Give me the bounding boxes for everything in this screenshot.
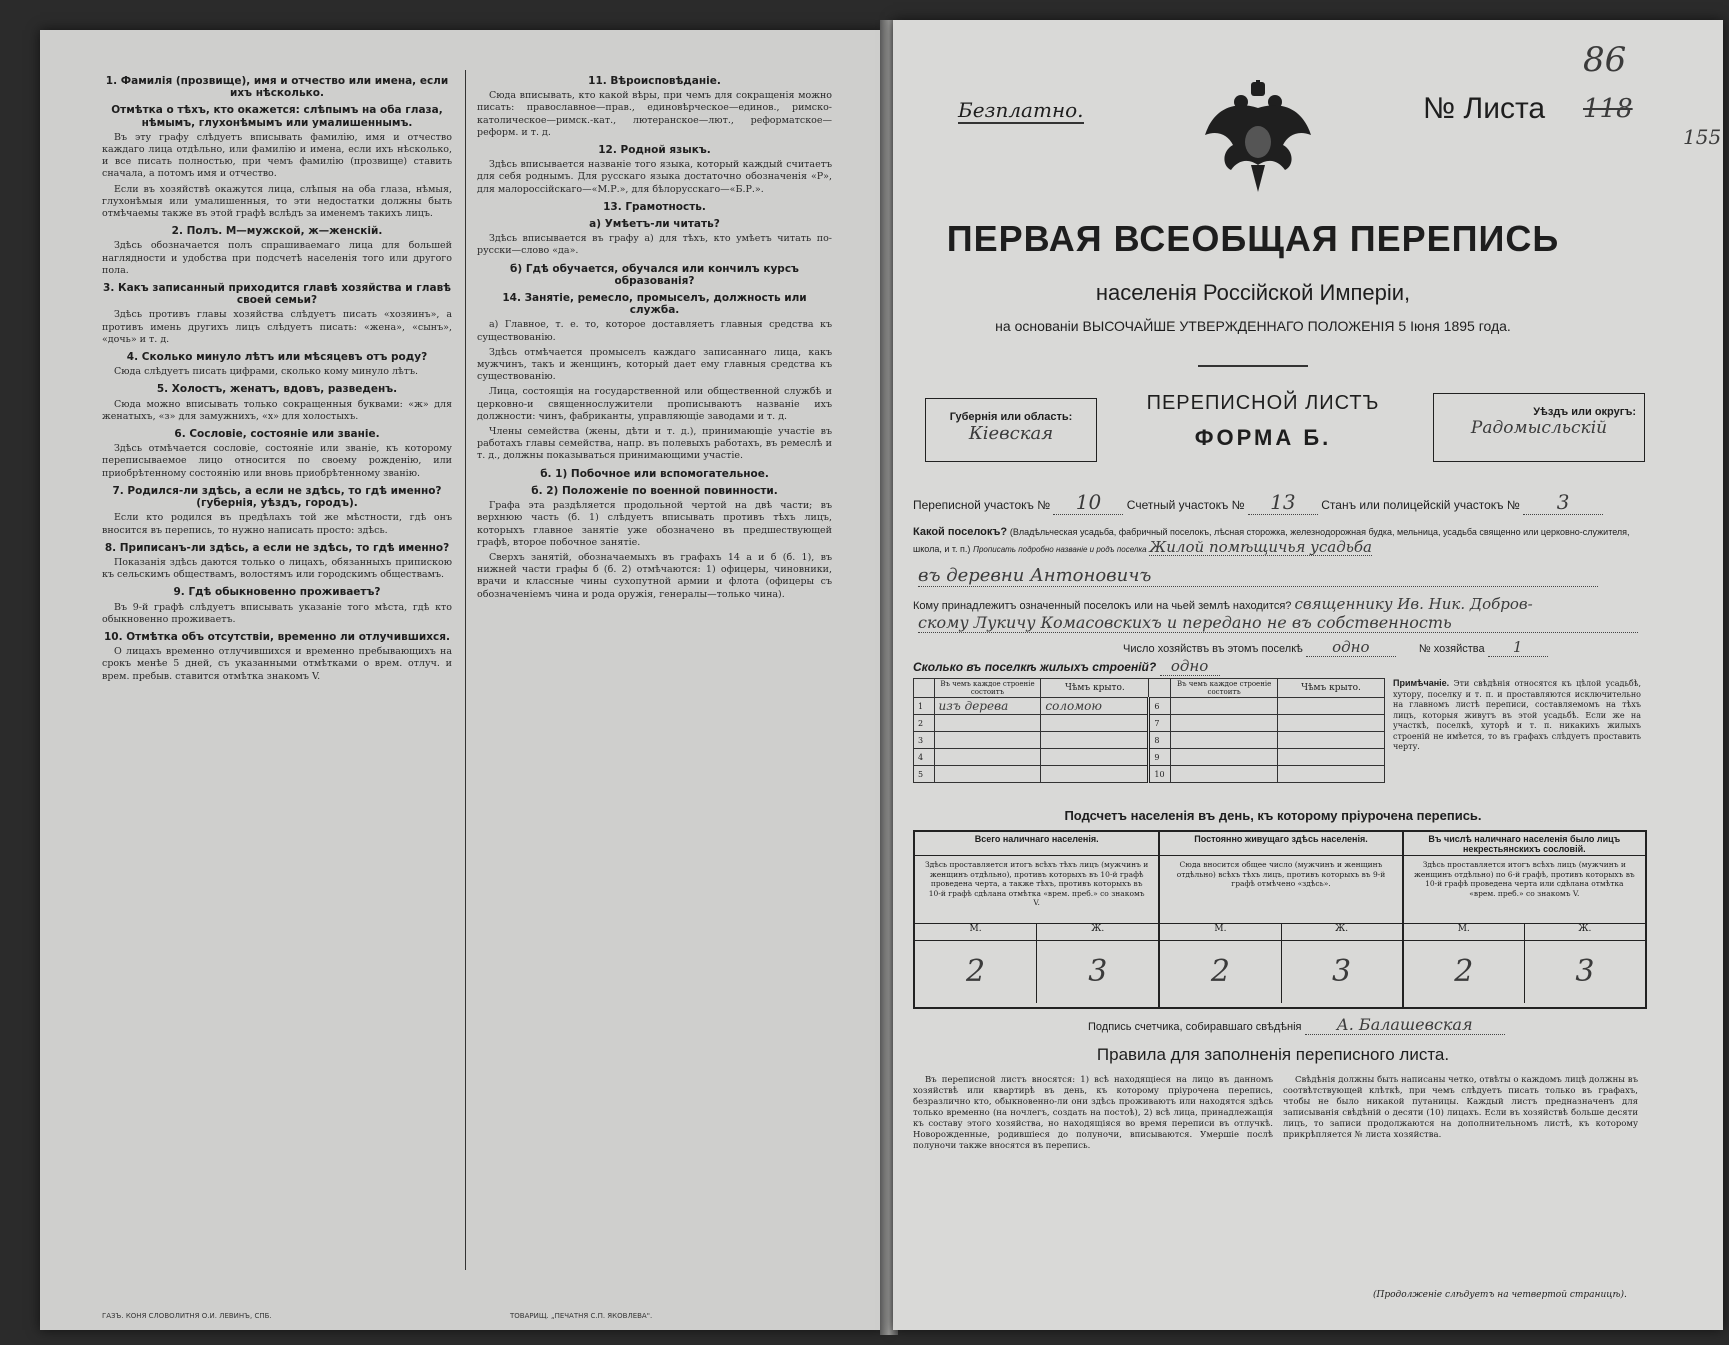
female-count: 3 <box>1281 941 1402 1003</box>
male-header: М. <box>969 924 982 934</box>
instructions-column-2 <box>477 70 832 1270</box>
building-roof <box>1278 766 1385 783</box>
male-header: М. <box>1457 924 1470 934</box>
instruction-paragraph: Члены семейства (жены, дѣти и т. д.), принимающіе участіе въ работахъ главы семейства, напр. въ полевыхъ работахъ, въ ремеслѣ и т. д., должны показываться принимающими участіе. <box>477 426 832 462</box>
building-roof <box>1041 766 1149 783</box>
left-page-instructions <box>40 30 885 1330</box>
building-number: 10 <box>1149 766 1171 783</box>
printer-footer-right: ТОВАРИЩ. „ПЕЧАТНЯ С.П. ЯКОВЛЕВА". <box>510 1312 653 1320</box>
instruction-heading: б. 1) Побочное или вспомогательное. <box>540 467 769 480</box>
settlement-value-2: въ деревни Антоновичъ <box>918 565 1598 587</box>
instruction-heading: 9. Гдѣ обыкновенно проживаетъ? <box>173 586 381 599</box>
buildings-table <box>913 678 1385 783</box>
column-divider <box>465 70 466 1270</box>
households-value: одно <box>1306 638 1396 657</box>
instruction-paragraph: Сверхъ занятій, обозначаемыхъ въ графахъ 14 а и б (б. 1), въ нижней части графы б (б. 2) отмѣчаются: 1) офицеры, чиновники, врачи и классные чины сухопутной армии и флота (офицеры съ обозначеніемъ чина и рода оружія, генералы—только чина). <box>477 551 832 600</box>
count-column <box>915 832 1158 1007</box>
instruction-heading: 4. Сколько минуло лѣтъ или мѣсяцевъ отъ роду? <box>126 351 428 364</box>
right-page-census-form <box>893 20 1723 1330</box>
instruction-paragraph: Лица, состоящія на государственной или общественной службѣ и церковно-и священнослужители прописываютъ названіе ихъ должности: чинъ, фабриканты, управляющіе заводами и т. д. <box>477 386 832 422</box>
table-row <box>914 715 1385 732</box>
bt-what-head: Въ чемъ каждое строеніе состоитъ <box>934 679 1041 698</box>
instruction-heading: 10. Отмѣтка объ отсутствіи, временно ли отлучившихся. <box>104 630 450 643</box>
title-rule <box>1198 365 1308 367</box>
instruction-paragraph: Здѣсь обозначается полъ спрашиваемаго лица для большей наглядности и удобства при подсчетѣ населенія того или другого пола. <box>102 240 452 276</box>
stan-label: Станъ или полицейскій участокъ № <box>1321 498 1520 512</box>
instruction-paragraph: Если въ хозяйствѣ окажутся лица, слѣпыя на оба глаза, нѣмыя, глухонѣмыя или умалишенныя, то эти недостатки должны быть отмѣчаемы также въ этой графѣ вслѣдъ за именемъ такихъ лицъ. <box>102 183 452 220</box>
settlement-hint-2: Прописать подробно названіе и родъ поселка <box>973 545 1147 554</box>
instruction-paragraph: Въ эту графу слѣдуетъ вписывать фамилію, имя и отчество каждаго лица отдѣльно, или фамилію и имена, если ихъ нѣсколько, и все писать полностью, при чемъ фамилію (прозвище) ставить сначала, а потомъ имя и отчество. <box>102 131 452 180</box>
building-number: 5 <box>914 766 935 783</box>
district-row <box>913 490 1633 515</box>
instruction-paragraph: Въ 9-й графѣ слѣдуетъ вписывать указаніе того мѣста, гдѣ кто обыкновенно проживаетъ. <box>102 601 452 625</box>
building-number: 3 <box>914 732 935 749</box>
building-number: 2 <box>914 715 935 732</box>
building-material <box>934 749 1041 766</box>
note-text: Эти свѣдѣнія относятся къ цѣлой усадьбѣ, хутору, поселку и т. п. и проставляются исключительно на главномъ листѣ переписи, составляемомъ на тѣхъ лицъ, которыя живутъ въ этой усадьбѣ. Если же на участкѣ, поселкѣ, хуторѣ и т. п. никакихъ жилыхъ строеній не имѣется, то въ графахъ слѣдуетъ проставить черту. <box>1393 679 1642 751</box>
building-number: 9 <box>1149 749 1171 766</box>
counting-district-value: 13 <box>1248 490 1318 515</box>
sex-header-row <box>1160 924 1401 941</box>
male-count: 2 <box>1454 954 1474 989</box>
instruction-heading: 8. Приписанъ-ли здѣсь, а если не здѣсь, то гдѣ именно? <box>104 541 450 554</box>
instruction-heading: 5. Холостъ, женатъ, вдовъ, разведенъ. <box>156 383 398 396</box>
instruction-heading: 7. Родился-ли здѣсь, а если не здѣсь, то гдѣ именно? (губернія, уѣздъ, городъ). <box>112 484 442 510</box>
building-number: 6 <box>1149 698 1171 715</box>
bt-num-head <box>914 679 935 698</box>
note-block <box>1393 678 1641 753</box>
handwritten-page-number: 86 <box>1583 40 1627 80</box>
sex-header-row <box>915 924 1158 941</box>
instruction-heading: Отмѣтка о тѣхъ, кто окажется: слѣпымъ на оба глаза, нѣмымъ, глухонѣмымъ или умалишеннымъ. <box>111 104 443 129</box>
building-number: 1 <box>914 698 935 715</box>
building-roof: соломою <box>1041 698 1149 715</box>
printer-footer-left: ГАЗЪ. КОНЯ СЛОВОЛИТНЯ О.И. ЛЕВИНЪ, СПБ. <box>102 1312 272 1320</box>
building-number: 8 <box>1149 732 1171 749</box>
bt-num-head-2 <box>1149 679 1171 698</box>
households-label: Число хозяйствъ въ этомъ поселкѣ <box>1123 643 1303 655</box>
instruction-paragraph: Сюда слѣдуетъ писать цифрами, сколько кому минуло лѣтъ. <box>114 366 419 378</box>
instruction-paragraph: О лицахъ временно отлучившихся и временно пребывающихъ на срокъ менѣе 5 дней, съ указанными отмѣтками о врем. отлуч. и врем. пребыв. ставится отмѣтка знакомъ V. <box>102 646 452 682</box>
form-title: ПЕРВАЯ ВСЕОБЩАЯ ПЕРЕПИСЬ <box>946 218 1560 259</box>
female-header: Ж. <box>1524 924 1645 940</box>
uezd-box <box>1433 393 1645 462</box>
building-roof <box>1278 732 1385 749</box>
sheet-number-value: 118 <box>1583 94 1633 124</box>
bt-roof-head: Чѣмъ крыто. <box>1041 679 1149 698</box>
signature-value: А. Балашевская <box>1305 1015 1505 1035</box>
instruction-paragraph: Графа эта раздѣляется продольной чертой на двѣ части; въ верхнюю часть (б. 1) слѣдуетъ вписывать противъ тѣхъ лицъ, которыхъ главное занятіе уже обозначено въ предшествующей графѣ, второе побочное занятіе. <box>477 500 832 548</box>
instruction-heading: 14. Занятіе, ремесло, промыселъ, должность или служба. <box>502 292 807 317</box>
households-row <box>1123 638 1643 657</box>
uezd-label: Уѣздъ или округъ: <box>1533 406 1636 418</box>
count-title: Подсчетъ населенія въ день, къ которому пріурочена перепись. <box>1064 808 1482 823</box>
household-no-value: 1 <box>1488 638 1548 657</box>
instruction-paragraph: Здѣсь вписывается въ графу а) для тѣхъ, кто умѣетъ читать по-русски—слово «да». <box>477 233 832 257</box>
settlement-label: Какой поселокъ? <box>913 526 1008 538</box>
sheet-number-label: № Листа <box>1423 92 1546 125</box>
female-count: 3 <box>1524 941 1645 1003</box>
owner-label: Кому принадлежитъ означенный поселокъ или на чьей землѣ находится? <box>913 600 1292 612</box>
buildings-value: одно <box>1160 657 1220 676</box>
sex-values-row <box>1160 941 1401 1003</box>
sex-values-row <box>915 941 1158 1003</box>
count-column-description: Сюда вносится общее число (мужчинъ и женщинъ отдѣльно) всѣхъ тѣхъ лицъ, противъ которыхъ въ 9-й графѣ отмѣчено «здѣсь». <box>1160 856 1401 924</box>
signature-label: Подпись счетчика, собиравшаго свѣдѣнія <box>1088 1021 1302 1033</box>
settlement-value-1: Жилой помѣщичья усадьба <box>1149 538 1372 556</box>
male-count: 2 <box>1210 954 1230 989</box>
population-count-table <box>913 830 1647 1009</box>
uezd-value: Радомысльскій <box>1470 418 1608 438</box>
instruction-heading: 12. Родной языкъ. <box>598 144 711 157</box>
count-column-heading: Всего наличнаго населенія. <box>915 832 1158 856</box>
census-district-label: Переписной участокъ № <box>913 498 1051 512</box>
count-column <box>1402 832 1645 1007</box>
building-material <box>1171 766 1278 783</box>
instruction-heading: а) Умѣетъ-ли читать? <box>589 218 720 231</box>
building-roof <box>1278 698 1385 715</box>
table-row <box>914 766 1385 783</box>
note-title: Примѣчаніе. <box>1393 678 1450 688</box>
instruction-paragraph: Здѣсь вписывается названіе того языка, который каждый считаетъ для себя роднымъ. Для русскаго языка достаточно обозначенія «Р», для малороссійскаго—«М.Р.», для бѣлорусскаго—«Б.Р.». <box>477 159 832 195</box>
instruction-heading: б) Гдѣ обучается, обучался или кончилъ курсъ образованія? <box>510 262 799 287</box>
building-roof <box>1278 749 1385 766</box>
building-roof <box>1041 749 1149 766</box>
instruction-paragraph: Здѣсь отмѣчается сословіе, состояніе или званіе, къ которому переписываемое лицо относится по своему рожденію, или приобрѣтенному состоянію или вновь приобрѣтенному званію. <box>102 443 452 479</box>
building-material <box>1171 698 1278 715</box>
sex-values-row <box>1404 941 1645 1003</box>
count-column-heading: Въ числѣ наличнаго населенія было лицъ некрестьянскихъ сословій. <box>1404 832 1645 856</box>
imperial-eagle-icon <box>1203 80 1313 195</box>
instruction-paragraph: Если кто родился въ предѣлахъ той же мѣстности, гдѣ онъ вносится въ перепись, то нужно написать просто: здѣсь. <box>102 512 452 536</box>
free-label: Безплатно. <box>958 98 1084 122</box>
building-material <box>934 732 1041 749</box>
table-row <box>914 749 1385 766</box>
building-roof <box>1041 732 1149 749</box>
building-material <box>1171 715 1278 732</box>
household-no-label: № хозяйства <box>1418 643 1485 655</box>
settlement-hint: (Владѣльческая усадьба, фабричный поселокъ, лѣсная сторожка, железнодорожная будка, мельница, усадьба священно или церковно-служителя, школа, и т. п.) <box>913 527 1630 554</box>
instruction-heading: 3. Какъ записанный приходится главѣ хозяйства и главѣ своей семьи? <box>103 282 451 307</box>
female-count: 3 <box>1036 941 1158 1003</box>
instruction-paragraph: Сюда вписывать, кто какой вѣры, при чемъ для сокращенія можно писать: православное—прав., единовѣрческое—единов., римско-католическое—римск.-кат., лютеранское—лют., реформатское—реформ. и т. д. <box>477 90 832 138</box>
count-column-heading: Постоянно живущаго здѣсь населенія. <box>1160 832 1401 856</box>
census-district-value: 10 <box>1053 490 1123 515</box>
owner-value-2: скому Лукичу Комасовскихъ и передано не въ собственность <box>918 613 1638 633</box>
count-column <box>1158 832 1401 1007</box>
instruction-heading: 13. Грамотность. <box>603 200 706 213</box>
building-number: 4 <box>914 749 935 766</box>
building-material <box>1171 732 1278 749</box>
settlement-row <box>913 525 1653 557</box>
instruction-paragraph: Показанія здѣсь даются только о лицахъ, обязанныхъ припискою къ сельскимъ обществамъ, волостямъ или городскимъ обществамъ. <box>102 556 452 581</box>
owner-value-1: священнику Ив. Ник. Добров- <box>1294 595 1533 613</box>
instruction-paragraph: а) Главное, т. е. то, которое доставляетъ главныя средства къ существованію. <box>477 319 832 343</box>
side-annotation: 155 <box>1683 125 1722 149</box>
table-row <box>914 698 1385 715</box>
instruction-heading: 6. Сословіе, состояніе или званіе. <box>174 428 380 441</box>
building-material <box>934 766 1041 783</box>
buildings-label: Сколько въ поселкѣ жилыхъ строеній? <box>913 660 1157 674</box>
owner-row <box>913 595 1653 613</box>
form-title-line-1: ПЕРЕПИСНОЙ ЛИСТЪ <box>1146 392 1380 414</box>
building-material <box>934 715 1041 732</box>
signature-row <box>1088 1015 1505 1035</box>
buildings-row <box>913 657 1220 676</box>
rules-column-1: Въ переписной листъ вносятся: 1) всѣ находящіеся на лицо въ данномъ хозяйствѣ или квартирѣ въ день, къ которому пріурочена перепись, безразлично кто, обыкновенно-ли они здѣсь проживаютъ или находятся здѣсь только временно (на ночлегъ, создать на постоѣ), 2) всѣ лица, принадлежащія къ составу этого хозяйства, но находящіяся во время переписи въ отлучкѣ. Новорожденные, родившіеся до полуночи, вписываются. Умершіе послѣ полуночи также вносятся въ перепись. <box>913 1075 1273 1151</box>
counting-district-label: Счетный участокъ № <box>1126 498 1245 512</box>
instruction-paragraph: Здѣсь противъ главы хозяйства слѣдуетъ писать «хозяинъ», а противъ имень другихъ лицъ слѣдуетъ писать: «жена», «сынъ», «дочь» и т. д. <box>102 309 452 345</box>
rules-title: Правила для заполненія переписного листа. <box>1096 1045 1450 1064</box>
bt-roof-head-2: Чѣмъ крыто. <box>1278 679 1385 698</box>
gubernia-value: Кіевская <box>968 423 1054 444</box>
sex-header-row <box>1404 924 1645 941</box>
form-subtitle: населенія Россійской Имперіи, <box>1095 280 1411 305</box>
male-count: 2 <box>966 954 986 989</box>
instruction-paragraph: Здѣсь отмѣчается промыселъ каждаго записаннаго лица, какъ мужчинъ, такъ и женщинъ, который дает ему главныя средства къ существованію. <box>477 346 832 383</box>
instructions-column-1 <box>102 70 452 1270</box>
table-row <box>914 732 1385 749</box>
bt-what-head-2: Въ чемъ каждое строеніе состоитъ <box>1171 679 1278 698</box>
rules-continue-note: (Продолженіе слѣдуетъ на четвертой страницѣ). <box>1373 1290 1627 1300</box>
male-header: М. <box>1214 924 1227 934</box>
instruction-heading: 2. Полъ. М—мужской, ж—женскій. <box>171 225 383 238</box>
female-header: Ж. <box>1036 924 1158 940</box>
form-title-line-2: ФОРМА Б. <box>1194 425 1332 450</box>
rules-column-2: Свѣдѣнія должны быть написаны четко, отвѣты о каждомъ лицѣ должны въ соотвѣтствующей клѣткѣ, при чемъ слѣдуетъ писать только въ графахъ, чтобы не было никакой путаницы. Каждый листъ предназначенъ для записыванія свѣдѣній о десяти (10) лицахъ. Если въ хозяйствѣ больше десяти лицъ, то записи продолжаются на дополнительномъ листѣ, къ которому прикрѣпляется № листа хозяйства. <box>1283 1075 1638 1140</box>
building-roof <box>1041 715 1149 732</box>
building-material <box>1171 749 1278 766</box>
gubernia-box <box>925 398 1097 462</box>
female-header: Ж. <box>1281 924 1402 940</box>
building-material: изъ дерева <box>934 698 1041 715</box>
instruction-heading: 11. Вѣроисповѣданіе. <box>588 75 721 87</box>
instruction-heading: 1. Фамилія (прозвище), имя и отчество или имена, если ихъ нѣсколько. <box>105 75 449 100</box>
instruction-heading: б. 2) Положеніе по военной повинности. <box>531 484 778 497</box>
form-basis: на основаніи ВЫСОЧАЙШЕ УТВЕРЖДЕННАГО ПОЛОЖЕНІЯ 5 Іюня 1895 года. <box>995 318 1511 334</box>
building-number: 7 <box>1149 715 1171 732</box>
count-column-description: Здѣсь проставляется итогъ всѣхъ лицъ (мужчинъ и женщинъ отдѣльно) по 6-й графѣ, противъ которыхъ въ 10-й графѣ проведена черта или сдѣлана отмѣтка «врем. преб.» со знакомъ V. <box>1404 856 1645 924</box>
stan-value: 3 <box>1523 490 1603 515</box>
gubernia-label: Губернія или область: <box>949 411 1073 423</box>
instruction-paragraph: Сюда можно вписывать только сокращенныя буквами: «ж» для женатыхъ, «з» для замужнихъ, «х» для холостыхъ. <box>102 398 452 422</box>
count-column-description: Здѣсь проставляется итогъ всѣхъ тѣхъ лицъ (мужчинъ и женщинъ отдѣльно), противъ которыхъ въ 10-й графѣ проведена черта, а также тѣхъ, противъ которыхъ въ 10-й графѣ сдѣлана отмѣтка «врем. преб.» со знакомъ V. <box>915 856 1158 924</box>
building-roof <box>1278 715 1385 732</box>
